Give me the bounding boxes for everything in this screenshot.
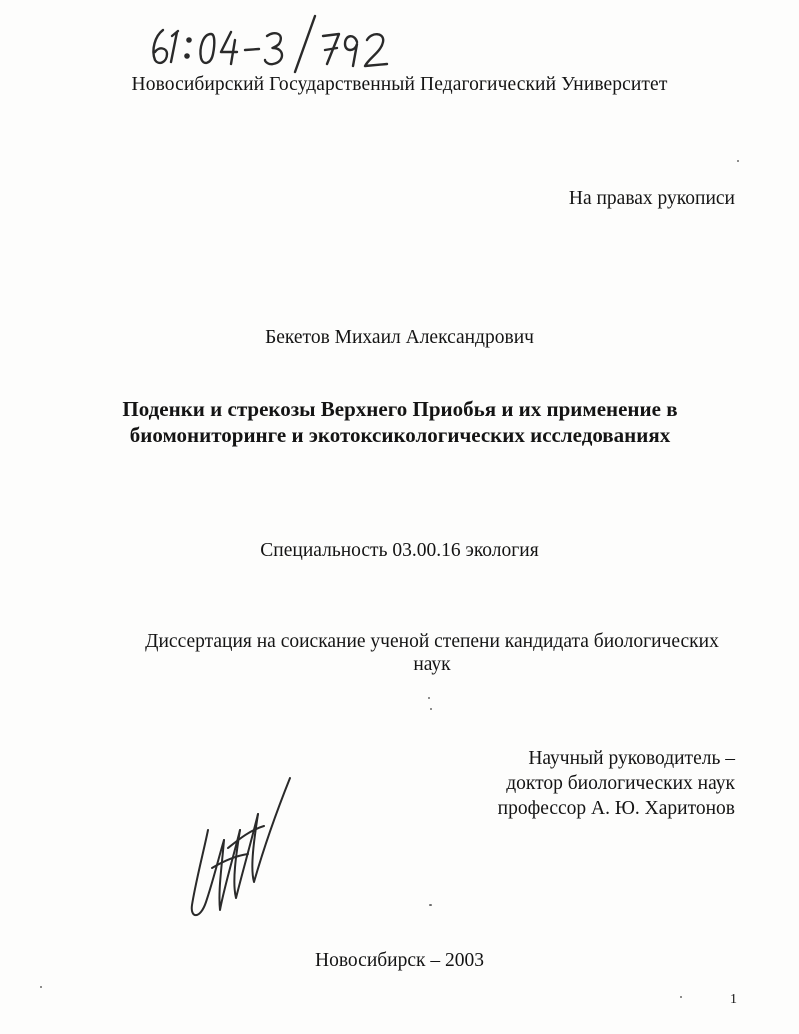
archive-code-handwritten	[145, 12, 405, 74]
title-line-2: биомониторинге и экотоксикологических исследованиях	[129, 423, 671, 447]
scan-speck	[40, 986, 42, 988]
dissertation-title	[60, 396, 740, 448]
supervisor-degree: доктор биологических наук	[506, 773, 735, 794]
title-line-1: Поденки и стрекозы Верхнего Приобья и их применение в	[122, 397, 678, 421]
university-name: Новосибирский Государственный Педагогический Университет	[131, 74, 668, 95]
degree-line-2: наук	[413, 654, 451, 675]
scan-speck	[680, 996, 682, 998]
degree-line-1: Диссертация на соискание ученой степени кандидата биологических	[145, 631, 719, 652]
manuscript-rights-note: На правах рукописи	[568, 188, 735, 209]
scan-speck	[428, 697, 430, 699]
scan-speck	[737, 160, 739, 162]
supervisor-block	[498, 746, 735, 821]
scan-speck	[429, 904, 432, 906]
specialty: Специальность 03.00.16 экология	[260, 540, 539, 561]
degree-statement	[100, 630, 764, 676]
page-number: 1	[730, 992, 737, 1007]
supervisor-name: профессор А. Ю. Харитонов	[497, 798, 735, 819]
city-year: Новосибирск – 2003	[315, 950, 484, 971]
supervisor-role: Научный руководитель –	[528, 748, 735, 769]
scan-speck	[430, 708, 432, 710]
author-name: Бекетов Михаил Александрович	[265, 327, 534, 348]
signature	[178, 770, 298, 930]
